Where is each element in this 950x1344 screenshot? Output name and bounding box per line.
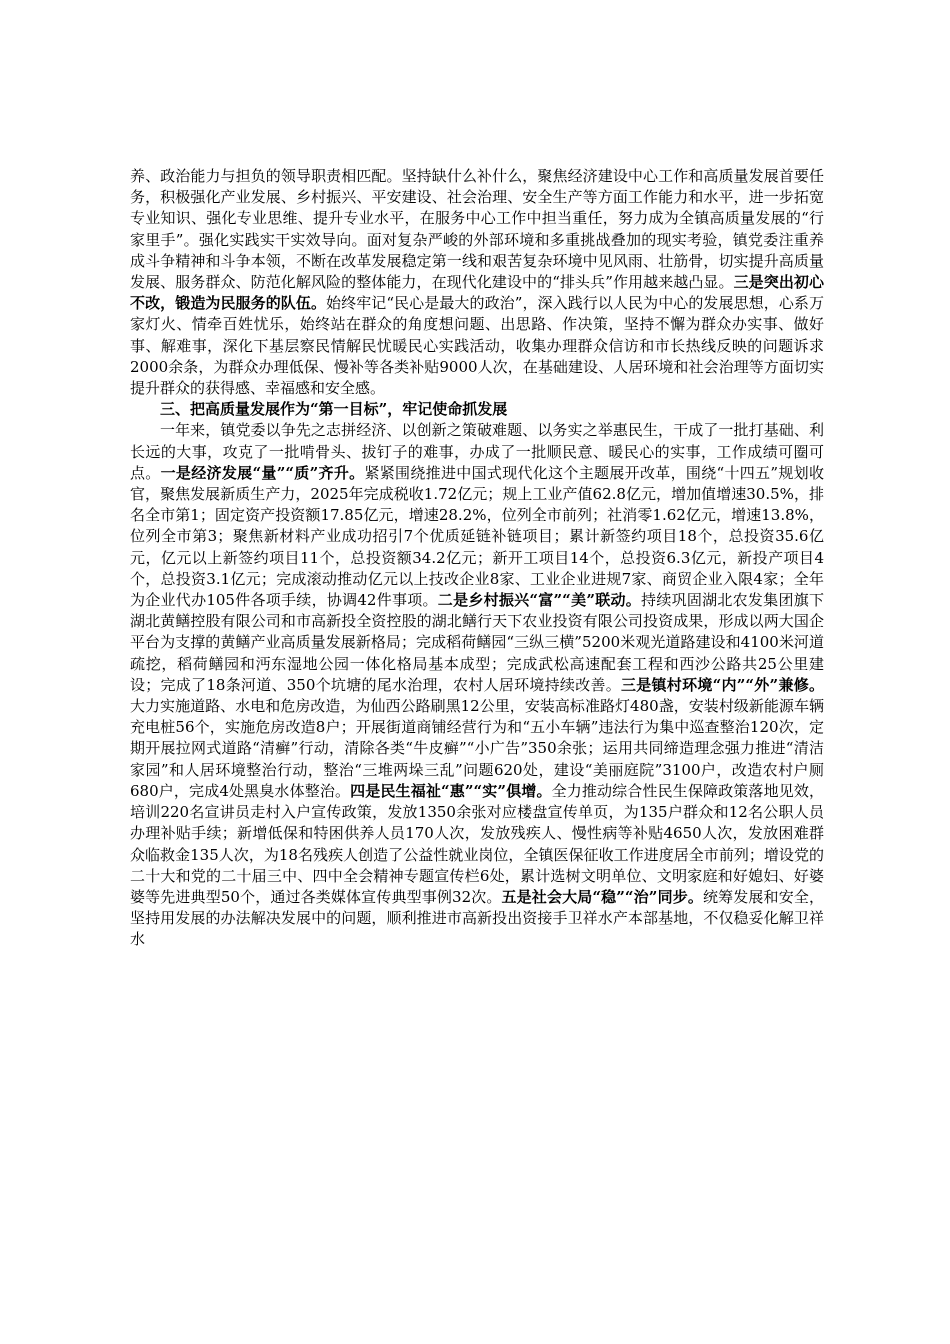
text-segment: 大力实施道路、水电和危房改造，为仙西公路刷黑12公里，安装高标准路灯480盏，安装村级新能源车辆充电桩56个，实施危房改造8户；开展街道商铺经营行为和“五小车辆”违法行为集中巡查整治120次，定期开展拉网式道路“清癣”行动，清除各类“牛皮癣”“小广告”350余张；运用共同缔造理念强力推进“清洁家园”和人居环境整治行动，整治“三堆两垛三乱”问题620处，建设“美丽庭院”3100户，改造农村户厕680户，完成4处黑臭水体整治。 — [130, 697, 824, 800]
paragraph-development — [130, 420, 824, 950]
paragraph-team-building — [130, 166, 824, 399]
text-segment: 始终牢记“民心是最大的政治”，深入践行以人民为中心的发展思想，心系万家灯火、情牵百姓忧乐，始终站在群众的角度想问题、出思路、作决策，坚持不懈为群众办实事、做好事、解难事，深化下基层察民情解民忧暖民心实践活动，收集办理群众信访和市长热线反映的问题诉求2000余条，为群众办理低保、慢补等各类补贴9000人次，在基础建设、人居环境和社会治理等方面切实提升群众的获得感、幸福感和安全感。 — [130, 294, 824, 398]
bold-subheading: 三是突出初心不改，锻造为民服务的队伍。 — [130, 273, 824, 313]
text-segment: 紧紧围绕推进中国式现代化这个主题展开改革，围绕“十四五”规划收官，聚焦发展新质生产力，2025年完成税收1.72亿元；规上工业产值62.8亿元，增加值增速30.5%，排名全市第1；固定资产投资额17.85亿元，增速28.2%，位列全市前列；社消零1.62亿元，增速13.8%，位列全市第3；聚焦新材料产业成功招引7个优质延链补链项目；累计新签约项目18个，总投资35.6亿元，亿元以上新签约项目11个，总投资额34.2亿元；新开工项目14个，总投资6.3亿元，新投产项目4个，总投资3.1亿元；完成滚动推动亿元以上技改企业8家、工业企业进规7家、商贸企业入限4家；全年为企业代办105件各项手续，协调42件事项。 — [130, 463, 824, 610]
text-segment: 持续巩固湖北农发集团旗下湖北黄鳝控股有限公司和市高新投全资控股的湖北鳝行天下农业投资有限公司投资成果，形成以两大国企平台为支撑的黄鳝产业高质量发展新格局；完成稻荷鳝园“三纵三横”5200米观光道路建设和4100米河道疏挖，稻荷鳝园和沔东湿地公园一体化格局基本成型；完成武松高速配套工程和西沙公路共25公里建设；完成了18条河道、350个坑塘的尾水治理，农村人居环境持续改善。 — [130, 591, 824, 694]
text-segment: 养、政治能力与担负的领导职责相匹配。坚持缺什么补什么，聚焦经济建设中心工作和高质量发展首要任务，积极强化产业发展、乡村振兴、平安建设、社会治理、安全生产等方面工作能力和水平，进一步拓宽专业知识、强化专业思维、提升专业水平，在服务中心工作中担当重任，努力成为全镇高质量发展的“行家里手”。强化实践实干实效导向。面对复杂严峻的外部环境和多重挑战叠加的现实考验，镇党委注重养成斗争精神和斗争本领，不断在改革发展稳定第一线和艰苦复杂环境中见风雨、壮筋骨，切实提升高质量发展、服务群众、防范化解风险的整体能力，在现代化建设中的“排头兵”作用越来越凸显。 — [130, 167, 824, 292]
document-page — [130, 166, 824, 951]
text-segment: 一年来，镇党委以争先之志拼经济、以创新之策破难题、以务实之举惠民生，干成了一批打基础、利长远的大事，攻克了一批啃骨头、拔钉子的难事，办成了一批顺民意、暖民心的实事，工作成绩可圈可点。 — [130, 421, 824, 482]
bold-subheading: 五是社会大局“稳”“治”同步。 — [501, 887, 703, 906]
bold-subheading: 二是乡村振兴“富”“美”联动。 — [437, 591, 642, 610]
text-segment: 全力推动综合性民生保障政策落地见效，培训220名宣讲员走村入户宣传政策，发放1350余张对应楼盘宣传单页，为135户群众和12名公职人员办理补贴手续；新增低保和特困供养人员170人次，发放残疾人、慢性病等补贴4650人次，发放困难群众临救金135人次，为18名残疾人创造了公益性就业岗位，全镇医保征收工作进度居全市前列；增设党的二十大和党的二十届三中、四中全会精神专题宣传栏6处，累计选树文明单位、文明家庭和好媳妇、好婆婆等先进典型50个，通过各类媒体宣传典型事例32次。 — [130, 781, 824, 906]
bold-subheading: 四是民生福祉“惠”“实”俱增。 — [350, 781, 552, 800]
section-heading: 三、把高质量发展作为“第一目标”，牢记使命抓发展 — [160, 400, 508, 419]
bold-subheading: 一是经济发展“量”“质”齐升。 — [160, 463, 365, 482]
text-segment: 统筹发展和安全，坚持用发展的办法解决发展中的问题，顺利推进市高新投出资接手卫祥水产本部基地，不仅稳妥化解卫祥水 — [130, 887, 824, 949]
bold-subheading: 三是镇村环境“内”“外”兼修。 — [621, 675, 824, 694]
